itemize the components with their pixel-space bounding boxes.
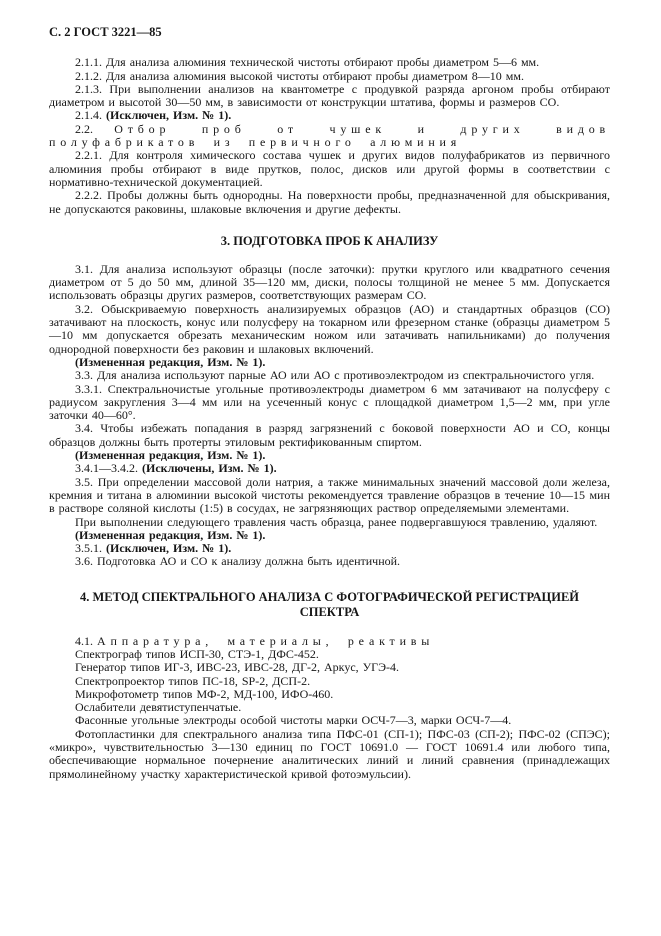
apparatus-line-2: Генератор типов ИГ-3, ИВС-23, ИВС-28, ДГ-2, Аркус, УГЭ-4. [75, 660, 400, 675]
amended-note-3 [49, 529, 610, 542]
clause-number: 3.4.1—3.4.2. [75, 461, 138, 476]
excluded-note: (Исключен, Изм. № 1). [106, 541, 232, 556]
para-2-1-3: 2.1.3. При выполнении анализов на квантометре с продувкой разряда аргоном пробы отбирают диаметром и высотой 30—50 мм, в зависимости от конструкции штатива, формы и размеров СО. [49, 81, 610, 110]
amended-note: (Измененная редакция, Изм. № 1). [75, 527, 266, 542]
page-header: С. 2 ГОСТ 3221—85 [49, 25, 162, 39]
para-3-3: 3.3. Для анализа используют парные АО или АО с противоэлектродом из спектральночистого угля. [75, 368, 595, 383]
excluded-note: (Исключены, Изм. № 1). [142, 461, 277, 476]
clause-number: 4.1. [75, 633, 93, 648]
para-3-2: 3.2. Обыскриваемую поверхность анализируемых образцов (АО) и стандартных образцов (СО) затачивают на плоскость, конус или полусферу на токарном или фрезерном станке (образцы диаметром 5—10 мм допускается обрезать механическим ножом или затачивать напильниками) до получения однородной поверхности без раковин и шлаковых включений. [49, 301, 610, 356]
apparatus-line-3: Спектропроектор типов ПС-18, SP-2, ДСП-2. [75, 673, 311, 688]
clause-2-2-title: Отбор проб от чушек и других видов полуфабрикатов из первичного алюминия [49, 121, 611, 150]
para-2-1-2: 2.1.2. Для анализа алюминия высокой чистоты отбирают пробы диаметром 8—10 мм. [75, 68, 524, 83]
clause-number: 2.1.4. [75, 108, 102, 123]
excluded-note: (Исключен, Изм. № 1). [106, 108, 232, 123]
clause-2-2-heading [49, 123, 610, 150]
apparatus-line-6: Фасонные угольные электроды особой чистоты марки ОСЧ-7—3, марки ОСЧ-7—4. [75, 713, 512, 728]
apparatus-line-4: Микрофотометр типов МФ-2, МД-100, ИФО-460. [75, 686, 334, 701]
apparatus-line-1: Спектрограф типов ИСП-30, СТЭ-1, ДФС-452. [75, 646, 319, 661]
apparatus-line-7: Фотопластинки для спектрального анализа типа ПФС-01 (СП-1); ПФС-03 (СП-2); ПФС-02 (СПЭС); «микро», чувствительностью 3—130 единиц по ГОСТ 10691.0 — ГОСТ 10691.4 или любого типа, обеспечивающие нормальное почернение аналитических линий и линий сравнения (принадлежащих прямолинейному участку характеристической кривой фотоэмульсии). [49, 726, 610, 781]
para-2-2-1: 2.2.1. Для контроля химического состава чушек и других видов полуфабрикатов из первичного алюминия пробы отбирают в виде прутков, полос, дисков или другой формы в соответствии с нормативно-технической документацией. [49, 148, 610, 189]
clause-number: 3.5.1. [75, 541, 102, 556]
para-3-3-1: 3.3.1. Спектральночистые угольные противоэлектроды диаметром 6 мм затачивают на полусферу с радиусом закругления 3—4 мм или на усеченный конус с площадкой диаметром 1,5—2 мм, при угле заточки 40—60°. [49, 381, 610, 423]
para-3-6: 3.6. Подготовка АО и СО к анализу должна быть идентичной. [75, 554, 401, 569]
para-2-1-1: 2.1.1. Для анализа алюминия технической чистоты отбирают пробы диаметром 5—6 мм. [75, 55, 540, 70]
para-3-5-1 [49, 542, 610, 555]
clause-4-1-title: Аппаратура, материалы, реактивы [97, 633, 435, 648]
para-3-5: 3.5. При определении массовой доли натрия, а также минимальных значений массовой доли железа, кремния и титана в алюминии высокой чистоты рекомендуется травление образцов в течение 10—15 мин в растворе соляной кислоты (1:5) в сосудах, не загрязняющих раствор определяемыми элементами. [49, 474, 610, 516]
para-2-1-4 [49, 109, 610, 122]
amended-note-1 [49, 356, 610, 369]
apparatus-line-5: Ослабители девятиступенчатые. [75, 700, 242, 715]
section-4-heading: 4. МЕТОД СПЕКТРАЛЬНОГО АНАЛИЗА С ФОТОГРАФИЧЕСКОЙ РЕГИСТРАЦИЕЙ СПЕКТРА [79, 589, 580, 619]
para-3-4: 3.4. Чтобы избежать попадания в разряд загрязнений с боковой поверхности АО и СО, концы образцов должны быть протерты этиловым ректификованным спиртом. [49, 421, 610, 449]
para-3-4-1-2 [49, 462, 610, 475]
para-2-2-2: 2.2.2. Пробы должны быть однородны. На поверхности пробы, предназначенной для обыскривания, не допускаются раковины, шлаковые включения и другие дефекты. [49, 188, 610, 216]
clause-4-1-heading [49, 635, 610, 648]
para-3-1: 3.1. Для анализа используют образцы (после заточки): прутки круглого или квадратного сечения диаметром от 5 до 50 мм, длиной 35—120 мм, диски, полосы толщиной не менее 5 мм. Допускается использовать образцы других размеров, соответствующих размерам СО. [49, 261, 610, 303]
amended-note: (Измененная редакция, Изм. № 1). [75, 354, 266, 369]
amended-note-2 [49, 449, 610, 462]
clause-number: 2.2. [75, 121, 93, 136]
section-3-heading: 3. ПОДГОТОВКА ПРОБ К АНАЛИЗУ [220, 233, 439, 248]
amended-note: (Измененная редакция, Изм. № 1). [75, 448, 266, 463]
para-3-5-continuation: При выполнении следующего травления часть образца, ранее подвергавшуюся травлению, удаляют. [75, 514, 598, 529]
